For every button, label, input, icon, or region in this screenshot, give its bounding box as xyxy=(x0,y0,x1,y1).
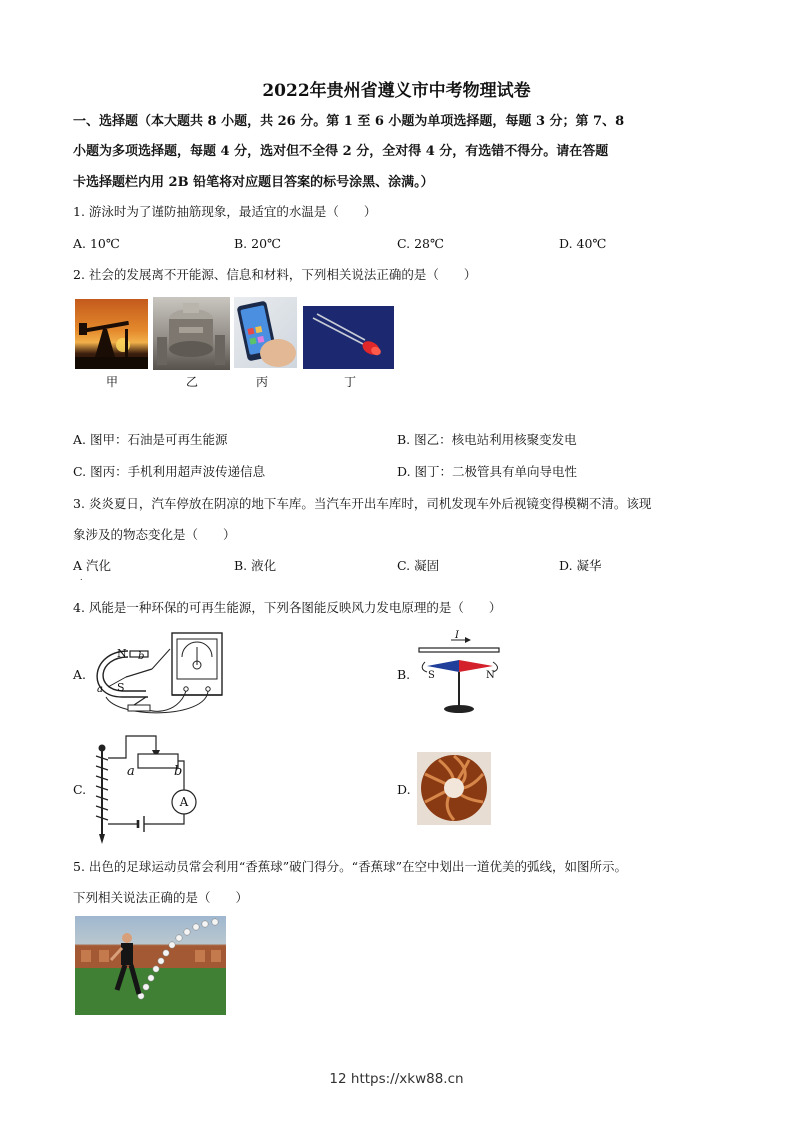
figB-label-s: S xyxy=(428,670,435,681)
q3-option-b: B. 液化 xyxy=(234,558,277,573)
q3-line2: 象涉及的物态变化是（ ） xyxy=(73,527,236,542)
section-instructions-line1: 一、选择题（本大题共 8 小题，共 26 分。第 1 至 6 小题为单项选择题，每题 3 分；第 7、8 xyxy=(73,114,625,129)
figC-label-b: b xyxy=(174,764,183,779)
page-title: 2022年贵州省遵义市中考物理试卷 xyxy=(262,81,531,101)
electromagnet-circuit-diagram xyxy=(90,732,210,848)
nuclear-reactor-photo xyxy=(153,297,230,370)
banana-kick-photo xyxy=(75,916,226,1015)
q4-label-c: C. xyxy=(73,782,87,797)
copper-coil-photo xyxy=(417,752,491,825)
smartphone-photo xyxy=(234,297,297,368)
diode-photo xyxy=(303,306,394,369)
q5-line1: 5. 出色的足球运动员常会利用“香蕉球”破门得分。“香蕉球”在空中划出一道优美的弧线，如图所示。 xyxy=(73,859,627,874)
section-instructions-line2: 小题为多项选择题，每题 4 分，选对但不全得 2 分，全对得 4 分，有选错不得分。请在答题 xyxy=(73,144,609,159)
q3-option-a-dot: . xyxy=(80,573,83,582)
figC-ammeter-label: A xyxy=(179,795,189,809)
q2-option-c: C. 图丙：手机利用超声波传递信息 xyxy=(73,464,266,479)
q2-caption-yi: 乙 xyxy=(186,375,199,389)
q4-label-d: D. xyxy=(397,782,411,797)
generator-galvanometer-diagram xyxy=(88,627,233,720)
figA-label-n: N xyxy=(117,647,127,660)
figA-label-a: a xyxy=(97,684,103,695)
q2-option-d: D. 图丁：二极管具有单向导电性 xyxy=(397,464,578,479)
q2-stem: 2. 社会的发展离不开能源、信息和材料，下列相关说法正确的是（ ） xyxy=(73,267,477,282)
q2-caption-jia: 甲 xyxy=(106,375,119,389)
q4-label-a: A. xyxy=(73,667,87,682)
section-instructions-line3: 卡选择题栏内用 2B 铅笔将对应题目答案的标号涂黑、涂满。） xyxy=(73,175,434,190)
q5-line2: 下列相关说法正确的是（ ） xyxy=(73,890,249,905)
q2-option-a: A. 图甲：石油是可再生能源 xyxy=(73,432,228,447)
q1-option-d: D. 40℃ xyxy=(559,236,607,251)
q2-caption-bing: 丙 xyxy=(256,375,269,389)
q3-option-c: C. 凝固 xyxy=(397,558,440,573)
page-footer: 12 https://xkw88.cn xyxy=(329,1071,464,1087)
oil-pumpjack-photo xyxy=(75,299,148,369)
q4-label-b: B. xyxy=(397,667,411,682)
figB-label-n: N xyxy=(486,670,495,681)
figA-label-s: S xyxy=(117,681,125,694)
q2-caption-ding: 丁 xyxy=(344,375,357,389)
figC-label-a: a xyxy=(127,764,135,779)
figB-label-current: I xyxy=(455,630,459,641)
q1-option-b: B. 20℃ xyxy=(234,236,282,251)
q1-option-c: C. 28℃ xyxy=(397,236,444,251)
figA-label-b: b xyxy=(138,651,145,662)
q1-stem: 1. 游泳时为了谨防抽筋现象，最适宜的水温是（ ） xyxy=(73,204,377,219)
q1-option-a: A. 10℃ xyxy=(73,236,120,251)
q2-option-b: B. 图乙：核电站利用核聚变发电 xyxy=(397,432,577,447)
q3-option-d: D. 凝华 xyxy=(559,558,602,573)
q3-option-a: A 汽化 xyxy=(73,558,112,573)
q4-stem: 4. 风能是一种环保的可再生能源，下列各图能反映风力发电原理的是（ ） xyxy=(73,600,502,615)
q3-line1: 3. 炎炎夏日，汽车停放在阴凉的地下车库。当汽车开出车库时，司机发现车外后视镜变得模糊不清。该现 xyxy=(73,496,652,511)
